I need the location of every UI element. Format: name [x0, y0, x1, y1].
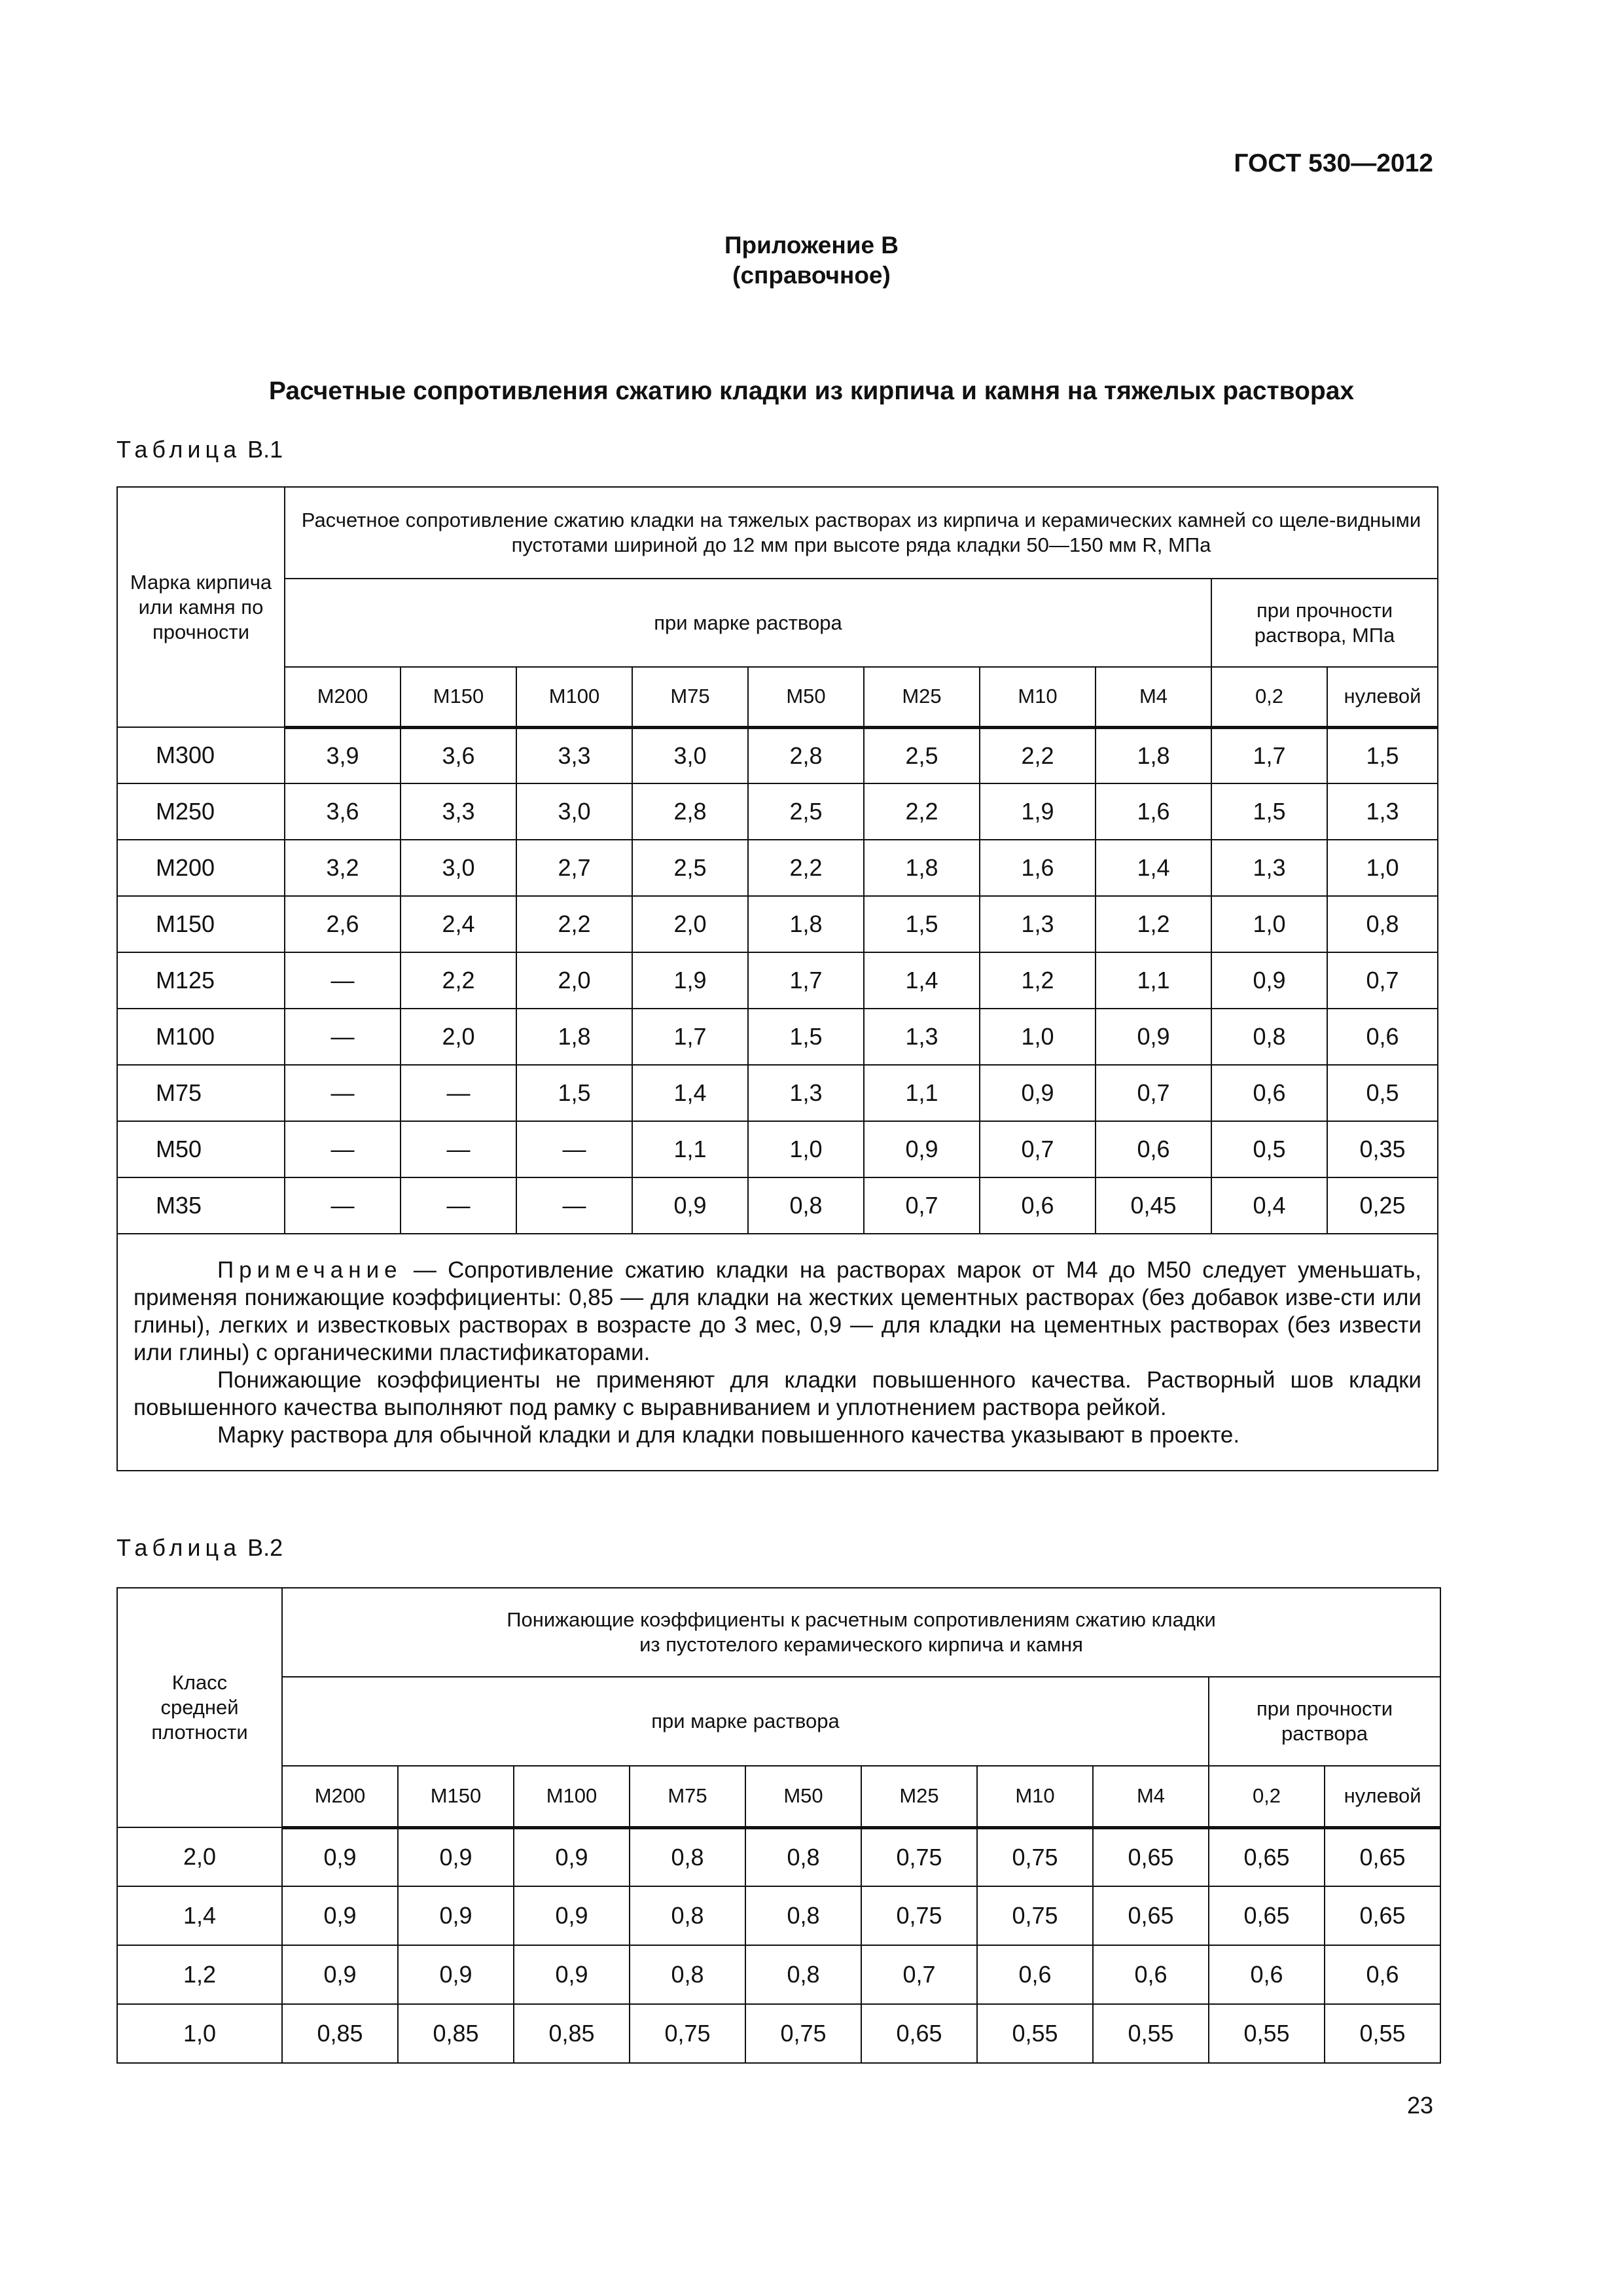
table2-main-header — [282, 1588, 1440, 1677]
table1-col-header: М4 — [1096, 667, 1211, 727]
table2-row — [117, 2004, 1440, 2063]
table1-cell: 2,2 — [516, 896, 632, 952]
note-paragraph — [134, 1257, 1421, 1367]
table2-cell: 0,6 — [1209, 1945, 1325, 2004]
table2-cell: 0,55 — [1209, 2004, 1325, 2063]
table2-col-header: М25 — [861, 1766, 977, 1827]
table2-row-label: 2,0 — [117, 1827, 282, 1886]
table1-cell: 3,6 — [401, 727, 516, 783]
table1-cell: 1,5 — [1327, 727, 1438, 783]
table2-group-header-grade: при марке раствора — [282, 1677, 1209, 1766]
table2-col-header: 0,2 — [1209, 1766, 1325, 1827]
table1-cell: — — [516, 1177, 632, 1234]
table2-main-header-line: из пустотелого керамического кирпича и камня — [639, 1633, 1083, 1656]
table1-cell: 0,9 — [632, 1177, 748, 1234]
table1-cell: 2,2 — [980, 727, 1096, 783]
table2-cell: 0,65 — [1325, 1886, 1440, 1945]
table2-cell: 0,6 — [1093, 1945, 1209, 2004]
table1-cell: 3,3 — [401, 783, 516, 840]
table2-column-headers — [117, 1766, 1440, 1827]
table1-cell: 1,1 — [864, 1065, 980, 1121]
table1-cell: 3,2 — [285, 840, 401, 896]
table1-row-label: М300 — [117, 727, 285, 783]
table1-row — [117, 1009, 1438, 1065]
table2-cell: 0,55 — [977, 2004, 1093, 2063]
table2-col-header: М100 — [514, 1766, 630, 1827]
table1-cell: 1,3 — [864, 1009, 980, 1065]
table2-group-header-strength: при прочности раствора — [1209, 1677, 1440, 1766]
table1-cell: 0,7 — [1327, 952, 1438, 1009]
table1-cell: — — [285, 1121, 401, 1177]
table2-cell: 0,9 — [514, 1886, 630, 1945]
table1-cell: 2,6 — [285, 896, 401, 952]
table1-cell: 1,4 — [632, 1065, 748, 1121]
table1-cell: — — [285, 952, 401, 1009]
table1-col-header: М200 — [285, 667, 401, 727]
table1-cell: 1,2 — [980, 952, 1096, 1009]
table2-row-label: 1,0 — [117, 2004, 282, 2063]
table1-row — [117, 1065, 1438, 1121]
table1-cell: 0,8 — [748, 1177, 864, 1234]
page-number: 23 — [1406, 2092, 1433, 2119]
table1-cell: — — [285, 1065, 401, 1121]
table1-cell: 1,3 — [1327, 783, 1438, 840]
table1-cell: — — [401, 1121, 516, 1177]
table2-cell: 0,8 — [745, 1827, 861, 1886]
note-paragraph: Марку раствора для обычной кладки и для кладки повышенного качества указывают в проекте. — [217, 1422, 1240, 1448]
table1-cell: 1,0 — [1327, 840, 1438, 896]
table1-cell: 2,8 — [632, 783, 748, 840]
table2-caption-number: В.2 — [247, 1534, 283, 1561]
table1-note — [117, 1234, 1438, 1471]
table1-row-label: М250 — [117, 783, 285, 840]
table2-cell: 0,55 — [1325, 2004, 1440, 2063]
annex-type: (справочное) — [732, 262, 891, 289]
table2-cell: 0,75 — [630, 2004, 745, 2063]
table1-group-header-strength: при прочности раствора, МПа — [1211, 579, 1438, 667]
table1-cell: — — [401, 1065, 516, 1121]
table2-cell: 0,9 — [398, 1827, 514, 1886]
annex-label: Приложение В — [724, 232, 899, 259]
table2-cell: 0,65 — [1093, 1827, 1209, 1886]
table1-cell: 0,9 — [864, 1121, 980, 1177]
table2-cell: 0,75 — [745, 2004, 861, 2063]
table1-row-label: М50 — [117, 1121, 285, 1177]
table2-cell: 0,9 — [514, 1945, 630, 2004]
table1-cell: 3,0 — [401, 840, 516, 896]
table1-col-header: 0,2 — [1211, 667, 1327, 727]
table2-cell: 0,65 — [1093, 1886, 1209, 1945]
table1-cell: 0,7 — [1096, 1065, 1211, 1121]
table2-cell: 0,65 — [1209, 1886, 1325, 1945]
table2-caption — [116, 1534, 283, 1562]
table1-cell: 2,0 — [516, 952, 632, 1009]
table1 — [116, 486, 1438, 1471]
note-paragraph: Понижающие коэффициенты не применяют для кладки повышенного качества. Растворный шов кладки повышенного качества выполняют под рамку с выравниванием и уплотнением раствора рейкой. — [134, 1367, 1421, 1420]
table2-cell: 0,8 — [745, 1886, 861, 1945]
table1-row — [117, 727, 1438, 783]
table2-cell: 0,75 — [977, 1886, 1093, 1945]
table1-row-label: М75 — [117, 1065, 285, 1121]
table1-cell: 1,0 — [1211, 896, 1327, 952]
table1-col-header: М75 — [632, 667, 748, 727]
table2-cell: 0,85 — [514, 2004, 630, 2063]
table1-column-headers — [117, 667, 1438, 727]
table2-col-header: М4 — [1093, 1766, 1209, 1827]
table1-row — [117, 783, 1438, 840]
table1-row — [117, 952, 1438, 1009]
table2-col-header: нулевой — [1325, 1766, 1440, 1827]
table2-cell: 0,75 — [977, 1827, 1093, 1886]
table1-caption-word: Таблица — [116, 436, 241, 463]
table1-cell: 1,8 — [864, 840, 980, 896]
table1-cell: 1,8 — [516, 1009, 632, 1065]
table2-cell: 0,9 — [282, 1886, 398, 1945]
section-title: Расчетные сопротивления сжатию кладки из кирпича и камня на тяжелых растворах — [268, 377, 1355, 405]
table2-main-header-line: Понижающие коэффициенты к расчетным сопротивлениям сжатию кладки — [507, 1608, 1216, 1631]
table1-cell: 1,1 — [632, 1121, 748, 1177]
table2-row — [117, 1886, 1440, 1945]
table1-cell: 0,25 — [1327, 1177, 1438, 1234]
table1-group-header-grade: при марке раствора — [285, 579, 1211, 667]
table2-cell: 0,9 — [398, 1945, 514, 2004]
table1-cell: 2,5 — [632, 840, 748, 896]
table1-cell: 2,7 — [516, 840, 632, 896]
table2-cell: 0,8 — [630, 1945, 745, 2004]
table1-cell: 0,6 — [980, 1177, 1096, 1234]
table1-cell: 1,3 — [748, 1065, 864, 1121]
table1-cell: 1,3 — [1211, 840, 1327, 896]
table2-row-label: 1,2 — [117, 1945, 282, 2004]
table1-cell: — — [401, 1177, 516, 1234]
table1-cell: — — [516, 1121, 632, 1177]
table1-cell: — — [285, 1177, 401, 1234]
table2-cell: 0,65 — [1325, 1827, 1440, 1886]
table2-cell: 0,85 — [398, 2004, 514, 2063]
table1-cell: 1,6 — [1096, 783, 1211, 840]
table1-row-label: М100 — [117, 1009, 285, 1065]
table1-cell: 1,9 — [980, 783, 1096, 840]
table2-caption-word: Таблица — [116, 1534, 241, 1561]
table1-cell: 2,0 — [632, 896, 748, 952]
table2-row-header: Класс средней плотности — [117, 1588, 282, 1827]
table1-col-header: М25 — [864, 667, 980, 727]
table1-cell: 0,9 — [980, 1065, 1096, 1121]
table1-cell: 0,5 — [1211, 1121, 1327, 1177]
table1-cell: 0,7 — [864, 1177, 980, 1234]
table1-cell: 0,4 — [1211, 1177, 1327, 1234]
table1-cell: 0,8 — [1211, 1009, 1327, 1065]
table1-cell: 2,2 — [401, 952, 516, 1009]
table1-cell: 1,4 — [1096, 840, 1211, 896]
table2-cell: 0,7 — [861, 1945, 977, 2004]
table1-cell: 0,9 — [1211, 952, 1327, 1009]
table1-col-header: М50 — [748, 667, 864, 727]
table1-cell: 3,9 — [285, 727, 401, 783]
annex-heading — [0, 230, 1623, 291]
table1-cell: 0,6 — [1211, 1065, 1327, 1121]
table1-cell: 0,9 — [1096, 1009, 1211, 1065]
table2-cell: 0,75 — [861, 1827, 977, 1886]
table2-cell: 0,9 — [514, 1827, 630, 1886]
table1-cell: 1,7 — [1211, 727, 1327, 783]
table1-cell: 2,0 — [401, 1009, 516, 1065]
table1-cell: 0,6 — [1096, 1121, 1211, 1177]
table2-col-header: М10 — [977, 1766, 1093, 1827]
table1-row — [117, 1121, 1438, 1177]
table1-cell: 1,5 — [748, 1009, 864, 1065]
table1-col-header: М150 — [401, 667, 516, 727]
table1-cell: 1,0 — [980, 1009, 1096, 1065]
table1-col-header: М10 — [980, 667, 1096, 727]
table1-cell: 0,35 — [1327, 1121, 1438, 1177]
table1-row-label: М150 — [117, 896, 285, 952]
table2-cell: 0,75 — [861, 1886, 977, 1945]
table2-cell: 0,8 — [630, 1827, 745, 1886]
table2-col-header: М75 — [630, 1766, 745, 1827]
table1-cell: 1,5 — [516, 1065, 632, 1121]
table2-cell: 0,55 — [1093, 2004, 1209, 2063]
table2-row — [117, 1945, 1440, 2004]
table1-cell: 3,3 — [516, 727, 632, 783]
document-id: ГОСТ 530—2012 — [1234, 149, 1433, 177]
table1-cell: 0,7 — [980, 1121, 1096, 1177]
table1-cell: 1,8 — [748, 896, 864, 952]
table2-cell: 0,6 — [1325, 1945, 1440, 2004]
table1-cell: 2,5 — [748, 783, 864, 840]
table1-cell: 1,9 — [632, 952, 748, 1009]
table1-cell: 1,7 — [632, 1009, 748, 1065]
table1-row — [117, 896, 1438, 952]
table1-cell: 1,3 — [980, 896, 1096, 952]
table1-row-label: М125 — [117, 952, 285, 1009]
table1-cell: 1,5 — [1211, 783, 1327, 840]
table1-row — [117, 1177, 1438, 1234]
table1-cell: 2,2 — [748, 840, 864, 896]
table1-col-header: нулевой — [1327, 667, 1438, 727]
table1-row-label: М35 — [117, 1177, 285, 1234]
table1-cell: 2,8 — [748, 727, 864, 783]
table1-row-label: М200 — [117, 840, 285, 896]
table1-cell: 3,0 — [516, 783, 632, 840]
table2-col-header: М50 — [745, 1766, 861, 1827]
table1-cell: 1,5 — [864, 896, 980, 952]
table1-cell: 0,8 — [1327, 896, 1438, 952]
table2-col-header: М200 — [282, 1766, 398, 1827]
table1-row — [117, 840, 1438, 896]
table2-cell: 0,8 — [745, 1945, 861, 2004]
table1-cell: — — [285, 1009, 401, 1065]
table1-cell: 1,7 — [748, 952, 864, 1009]
table1-col-header: М100 — [516, 667, 632, 727]
note-lead: Примечание — [217, 1257, 402, 1283]
table1-cell: 3,6 — [285, 783, 401, 840]
table1-row-header: Марка кирпича или камня по прочности — [117, 487, 285, 727]
table2-col-header: М150 — [398, 1766, 514, 1827]
table2-cell: 0,65 — [861, 2004, 977, 2063]
table2-cell: 0,6 — [977, 1945, 1093, 2004]
table2-row-label: 1,4 — [117, 1886, 282, 1945]
table1-cell: 1,8 — [1096, 727, 1211, 783]
table1-cell: 1,6 — [980, 840, 1096, 896]
table2-cell: 0,8 — [630, 1886, 745, 1945]
table2-cell: 0,9 — [282, 1827, 398, 1886]
table1-cell: 2,4 — [401, 896, 516, 952]
table2-cell: 0,65 — [1209, 1827, 1325, 1886]
table2-cell: 0,85 — [282, 2004, 398, 2063]
table1-main-header: Расчетное сопротивление сжатию кладки на тяжелых растворах из кирпича и керамических камней со щеле-видными пустотами шириной до 12 мм при высоте ряда кладки 50—150 мм R, МПа — [285, 487, 1438, 579]
table1-cell: 2,5 — [864, 727, 980, 783]
table1-cell: 1,0 — [748, 1121, 864, 1177]
table1-cell: 3,0 — [632, 727, 748, 783]
table1-cell: 1,4 — [864, 952, 980, 1009]
table2 — [116, 1587, 1441, 2064]
table2-cell: 0,9 — [282, 1945, 398, 2004]
table1-cell: 2,2 — [864, 783, 980, 840]
table1-cell: 0,45 — [1096, 1177, 1211, 1234]
table1-cell: 1,2 — [1096, 896, 1211, 952]
note-text: — Сопротивление сжатию кладки на растворах марок от М4 до М50 следует уменьшать, применяя понижающие коэффициенты: 0,85 — для кладки на жестких цементных растворах (без добавок изве-сти или глины), легких и известковых растворах в возрасте до 3 мес, 0,9 — для кладки на цементных растворах (без извести или глины) с органическими пластификаторами. — [134, 1257, 1421, 1365]
table1-cell: 0,5 — [1327, 1065, 1438, 1121]
table1-caption — [116, 436, 283, 463]
table1-caption-number: В.1 — [247, 436, 283, 463]
table1-cell: 0,6 — [1327, 1009, 1438, 1065]
table2-cell: 0,9 — [398, 1886, 514, 1945]
table2-row — [117, 1827, 1440, 1886]
table1-cell: 1,1 — [1096, 952, 1211, 1009]
